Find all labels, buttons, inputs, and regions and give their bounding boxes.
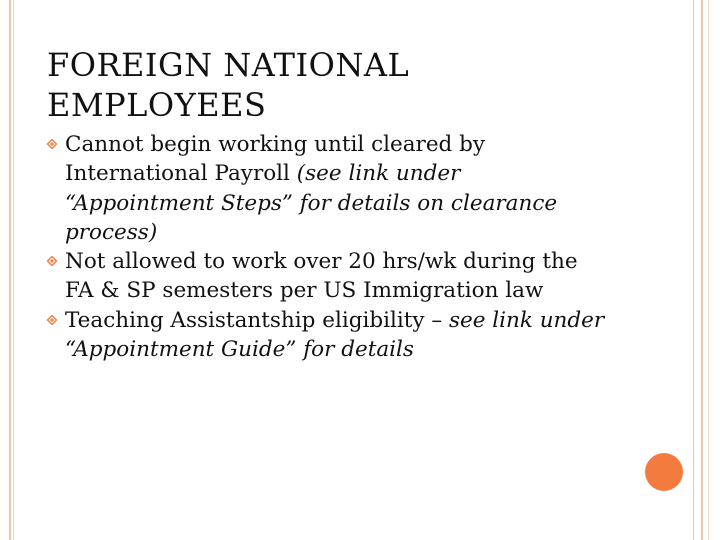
lozenge-icon <box>47 256 57 266</box>
left-border-line <box>9 0 11 540</box>
bullet-text: Cannot begin working until cleared by International Payroll <box>65 132 486 187</box>
slide-title-line: FOREIGN NATIONAL <box>47 46 410 85</box>
bullet-text-italic: see link under “Appointment Guide” for details <box>65 307 605 363</box>
bullet-text-italic: (see link under “Appointment Steps” for details on clearance process) <box>65 161 558 245</box>
right-border-line <box>693 0 694 540</box>
slide-title-line: EMPLOYEES <box>47 86 267 125</box>
lozenge-icon <box>47 139 57 149</box>
slide-title <box>47 45 667 125</box>
bullet-text: Not allowed to work over 20 hrs/wk during the FA & SP semesters per US Immigration law <box>65 249 578 304</box>
bullet-list <box>47 130 607 364</box>
right-border-line <box>708 0 709 540</box>
decorative-circle-icon <box>645 453 683 491</box>
bullet-item <box>47 306 607 365</box>
bullet-text: Teaching Assistantship eligibility – <box>65 307 449 333</box>
left-border-line <box>13 0 14 540</box>
bullet-item <box>47 130 607 247</box>
lozenge-icon <box>47 315 57 325</box>
bullet-item <box>47 247 607 306</box>
right-border-line <box>701 0 703 540</box>
